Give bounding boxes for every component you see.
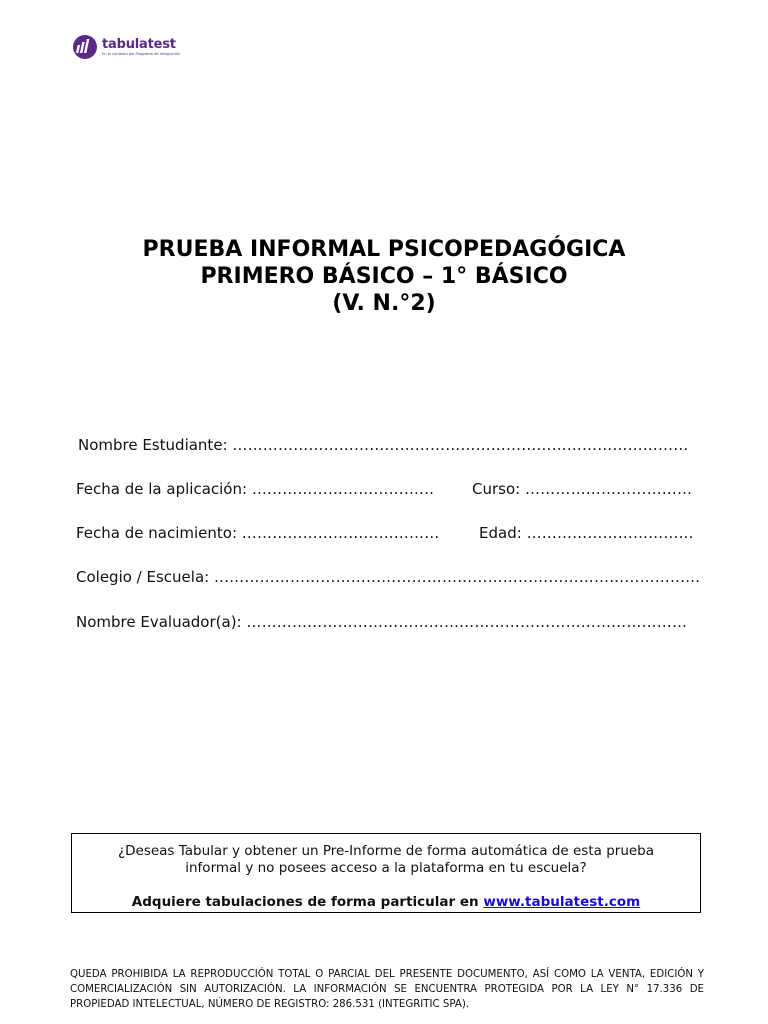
title-line-1: PRUEBA INFORMAL PSICOPEDAGÓGICA [142,237,626,262]
course-blank: …………………………… [524,480,693,498]
document-title [0,236,768,317]
student-name-blank: ……………………………………………………………………………… [232,436,689,454]
tabulatest-logo [72,34,180,60]
age-label: Edad: [479,524,522,542]
age-blank: …………………………… [526,524,694,542]
student-name-field [78,436,688,454]
application-date-field [76,480,434,498]
application-date-label: Fecha de la aplicación: [76,480,248,498]
birth-date-field [76,524,439,542]
course-field [472,480,692,498]
course-label: Curso: [472,480,521,498]
offer-text-line-1: ¿Deseas Tabular y obtener un Pre-Informe de forma automática de esta prueba [117,843,655,859]
birth-date-blank: ………………………………… [241,524,440,542]
tabulation-offer-box [71,833,701,913]
offer-text-line-2: informal y no posees acceso a la plataforma en tu escuela? [185,860,587,876]
application-date-blank: ……………………………… [251,480,435,498]
school-blank: …………………………………………………………………………………… [213,568,701,586]
copyright-notice: QUEDA PROHIBIDA LA REPRODUCCIÓN TOTAL O PARCIAL DEL PRESENTE DOCUMENTO, ASÍ COMO LA VENTA, EDICIÓN Y COMERCIALIZACIÓN SIN AUTORIZACIÓN. LA INFORMACIÓN SE ENCUENTRA PROTEGIDA POR LA LEY N° 17.336 DE PROPIEDAD INTELECTUAL, NÚMERO DE REGISTRO: 286.531 (INTEGRITIC SPA). [70,969,704,1010]
offer-call-to-action [72,894,700,911]
tabulatest-website-link[interactable]: www.tabulatest.com [483,894,641,910]
evaluator-field [76,613,687,631]
title-line-3: (V. N.°2) [332,291,436,316]
birth-date-label: Fecha de nacimiento: [76,524,238,542]
school-label: Colegio / Escuela: [76,568,210,586]
offer-call-to-action-text: Adquiere tabulaciones de forma particular en [131,894,479,910]
tabulatest-logo-icon [72,34,98,60]
title-line-2: PRIMERO BÁSICO – 1° BÁSICO [200,264,568,289]
student-name-label: Nombre Estudiante: [78,436,228,454]
brand-tagline: En el contexto del Programa de Integración [102,51,181,56]
school-field [76,568,700,586]
age-field [479,524,694,542]
brand-name: tabulatest [102,36,176,52]
evaluator-blank: …………………………………………………………………………… [246,613,688,631]
evaluator-label: Nombre Evaluador(a): [76,613,242,631]
